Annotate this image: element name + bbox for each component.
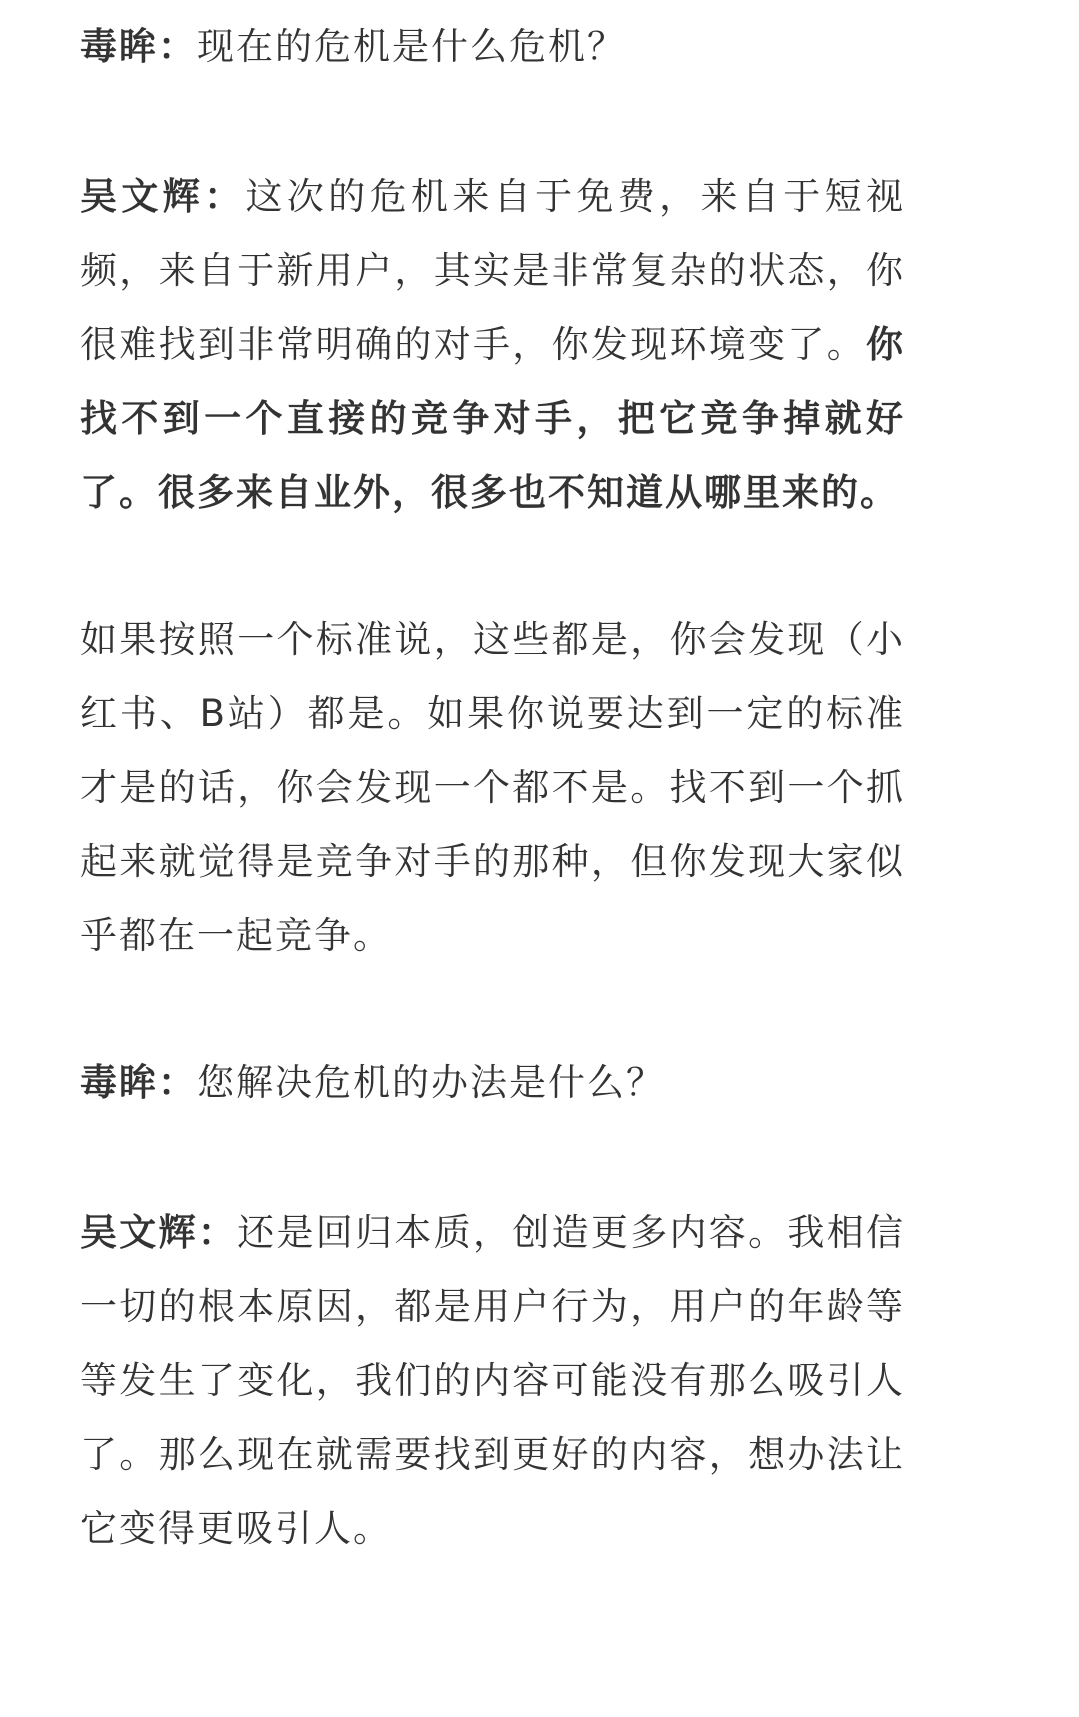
paragraph-question-1 [80,10,905,84]
paragraph-text: 现在的危机是什么危机？ [197,25,626,68]
paragraph-text: 您解决危机的办法是什么？ [197,1061,665,1104]
paragraph-text: 还是回归本质，创造更多内容。我相信一切的根本原因，都是用户行为，用户的年龄等等发生了变化，我们的内容可能没有那么吸引人了。那么现在就需要找到更好的内容，想办法让它变得更吸引人。 [80,1211,906,1550]
paragraph-text: 这次的危机来自于免费，来自于短视频，来自于新用户，其实是非常复杂的状态，你很难找到非常明确的对手，你发现环境变了。 [80,175,906,366]
speaker-label: 毒眸： [80,1061,197,1104]
paragraph-answer-1-continued [80,603,905,973]
paragraph-answer-2 [80,1196,905,1566]
paragraph-text: 如果按照一个标准说，这些都是，你会发现（小红书、B站）都是。如果你说要达到一定的标准才是的话，你会发现一个都不是。找不到一个抓起来就觉得是竞争对手的那种，但你发现大家似乎都在一起竞争。 [80,618,905,957]
speaker-label: 吴文辉： [80,175,246,218]
speaker-label: 毒眸： [80,25,197,68]
paragraph-emphasis-text: 你找不到一个直接的竞争对手，把它竞争掉就好了。很多来自业外，很多也不知道从哪里来的。 [80,323,905,514]
paragraph-question-2 [80,1046,905,1120]
paragraph-answer-1 [80,160,905,530]
speaker-label: 吴文辉： [80,1211,238,1254]
